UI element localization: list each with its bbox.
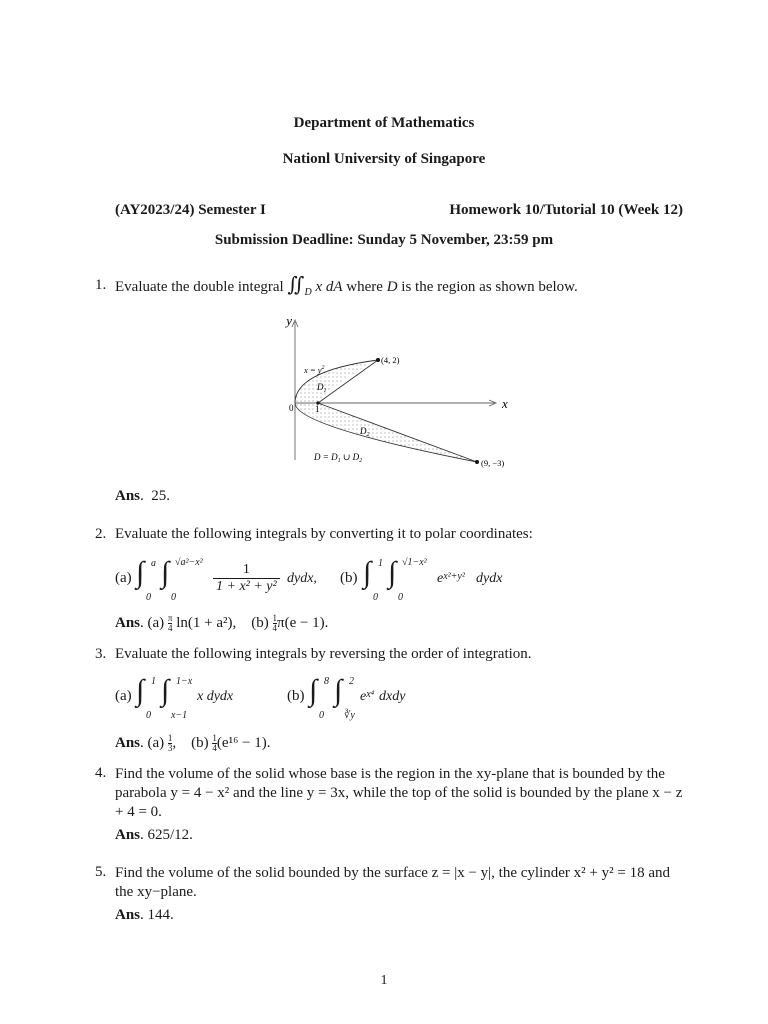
q5-answer: Ans. 144. <box>115 907 174 923</box>
homework-label: Homework 10/Tutorial 10 (Week 12) <box>449 202 683 218</box>
q3-number: 3. <box>95 646 107 662</box>
double-integral-symbol: ∬ <box>287 274 305 296</box>
q4-answer: Ans. 625/12. <box>115 827 193 843</box>
deadline-label: Submission Deadline: Sunday 5 November, 23:59 pm <box>214 232 554 248</box>
q3-integrals: (a) ∫ 1 0 ∫ 1−x x−1 x dydx (b) ∫ 8 0 ∫ 2 ∛y $e^{x^4}$ dxdy <box>115 674 406 721</box>
semester-label: (AY2023/24) Semester I <box>115 202 266 218</box>
union-label: $D = D_1$ ∪ $D_2$ <box>314 452 363 464</box>
q5-number: 5. <box>95 864 107 880</box>
q2-number: 2. <box>95 526 107 542</box>
department-heading: Department of Mathematics <box>293 115 475 131</box>
tick-one-label: 1 <box>315 404 320 414</box>
region-d2-label: $D_2$ <box>360 426 370 438</box>
point-9-minus3 <box>475 460 479 464</box>
point-bottom-label: (9, −3) <box>481 458 505 468</box>
q3-answer: Ans. (a) $\frac{1}{3}$ , (b) $\frac{1}{4}$ (e¹⁶ − 1). <box>115 733 271 753</box>
region-figure <box>280 308 520 474</box>
q5-text: Find the volume of the solid bounded by the surface z = |x − y|, the cylinder x² + y² = 18 and the xy−plane. <box>115 865 670 900</box>
q2-integrals: (a) ∫ a 0 ∫ √a²−x² 0 $\frac{1}{\text{1 + x² + y²}}$ dydx, (b) ∫ 1 0 ∫ √1−x² 0 $e^{x^2+y^2}$ dydx <box>115 556 503 603</box>
q4-number: 4. <box>95 765 107 781</box>
curve-label: $x = y^2$ <box>304 365 325 375</box>
q1-number: 1. <box>95 277 107 293</box>
region-d1-label: $D_1$ <box>317 382 327 394</box>
page-number: 1 <box>380 973 388 988</box>
q4-text: Find the volume of the solid whose base is the region in the xy-plane that is bounded by the parabola y = 4 − x² and the line y = 3x, while the top of the solid is bounded by the plane x − z + 4 = 0. <box>115 766 683 820</box>
q1-text: Evaluate the double integral $∬_D$ x dA where D is the region as shown below. <box>115 274 578 298</box>
q2a-fraction: $\frac{1}{\text{1 + x² + y²}}$ <box>213 562 280 595</box>
x-axis-label: x <box>502 396 508 411</box>
q2-answer: Ans. (a) $\frac{\pi}{4}$ ln(1 + a²), (b) $\frac{1}{4}$ π(e − 1). <box>115 613 329 633</box>
point-4-2 <box>376 358 380 362</box>
q1-answer: Ans. 25. <box>115 488 171 504</box>
q3-text: Evaluate the following integrals by reversing the order of integration. <box>115 646 532 662</box>
point-top-label: (4, 2) <box>381 355 400 365</box>
university-heading: Nationl University of Singapore <box>282 151 486 167</box>
origin-label: 0 <box>289 403 294 413</box>
y-axis-label: y <box>286 313 292 328</box>
q2-text: Evaluate the following integrals by converting it to polar coordinates: <box>115 526 533 542</box>
